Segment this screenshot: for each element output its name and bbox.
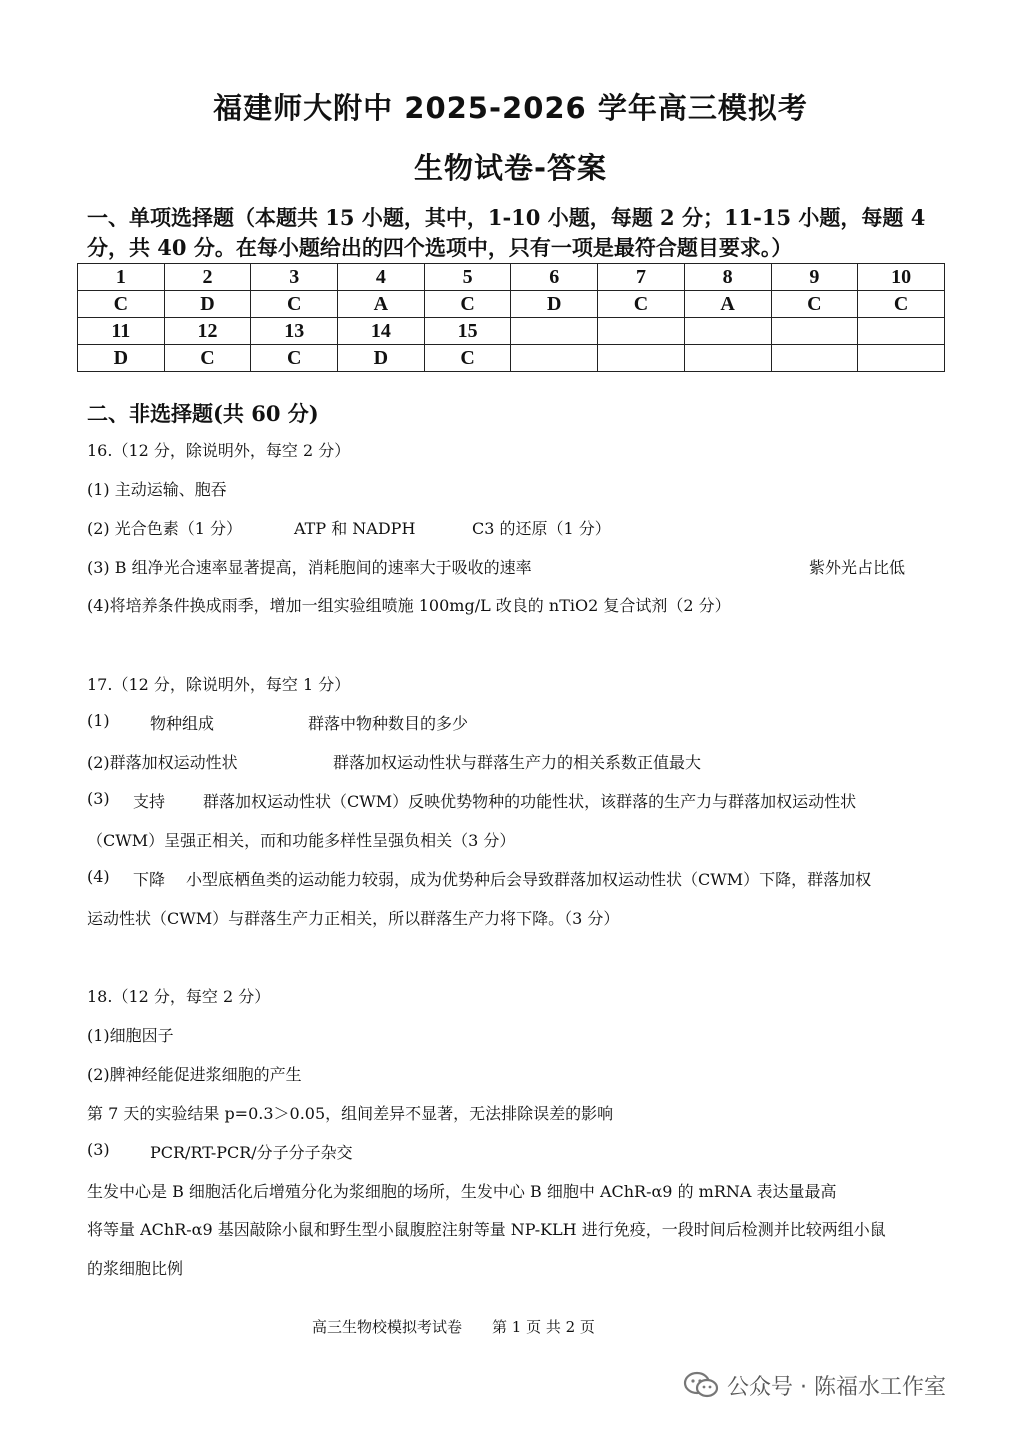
q16-answer-3 <box>87 555 906 578</box>
answer-cell: C <box>424 291 511 318</box>
question-number-cell: 8 <box>684 264 771 291</box>
answer-cell: D <box>164 291 251 318</box>
q18-answer-3-line3: 将等量 AChR-α9 基因敲除小鼠和野生型小鼠腹腔注射等量 NP-KLH 进行免疫，一段时间后检测并比较两组小鼠 <box>87 1220 886 1239</box>
q17-answer-3-num: (3) <box>87 789 110 808</box>
answer-row <box>78 291 945 318</box>
question-number-cell <box>858 318 945 345</box>
q16-answer-2 <box>87 516 611 539</box>
q17-answer-1-part2: 群落中物种数目的多少 <box>308 714 469 733</box>
section2-heading: 二、非选择题(共 60 分) <box>87 401 319 426</box>
question-number-cell: 11 <box>78 318 165 345</box>
q16-answer-3-part2: 紫外光占比低 <box>809 558 906 577</box>
question-number-cell: 5 <box>424 264 511 291</box>
q17-answer-1-part1: 物种组成 <box>150 714 215 733</box>
q17-answer-4 <box>87 867 872 889</box>
q17-answer-4-part1: 下降 <box>133 870 166 889</box>
q16-answer-4: (4)将培养条件换成雨季，增加一组实验组喷施 100mg/L 改良的 nTiO2 复合试剂（2 分） <box>87 596 731 615</box>
question-number-cell: 6 <box>511 264 598 291</box>
answer-cell <box>684 345 771 372</box>
answer-row <box>78 345 945 372</box>
question-number-cell: 14 <box>338 318 425 345</box>
question-number-cell: 13 <box>251 318 338 345</box>
answer-cell: C <box>251 345 338 372</box>
q17-answer-4-cont: 运动性状（CWM）与群落生产力正相关，所以群落生产力将下降。（3 分） <box>87 909 620 928</box>
answer-cell <box>858 345 945 372</box>
q18-answer-2: (2)脾神经能促进浆细胞的产生 <box>87 1065 302 1084</box>
answer-cell <box>771 345 858 372</box>
answer-cell: C <box>771 291 858 318</box>
question-number-cell <box>598 318 685 345</box>
question-number-cell: 7 <box>598 264 685 291</box>
answer-cell: A <box>684 291 771 318</box>
q17-answer-2-part2: 群落加权运动性状与群落生产力的相关系数正值最大 <box>333 753 702 772</box>
answer-cell: A <box>338 291 425 318</box>
q17-answer-4-num: (4) <box>87 867 110 886</box>
question-number-cell: 1 <box>78 264 165 291</box>
answer-cell <box>511 345 598 372</box>
answer-cell: D <box>338 345 425 372</box>
answer-table <box>77 263 945 372</box>
answer-cell: D <box>511 291 598 318</box>
answer-cell: C <box>424 345 511 372</box>
q17-answer-4-part2: 小型底栖鱼类的运动能力较弱，成为优势种后会导致群落加权运动性状（CWM）下降，群落加权 <box>186 870 872 889</box>
question-number-cell <box>511 318 598 345</box>
q16-header: 16.（12 分，除说明外，每空 2 分） <box>87 441 351 460</box>
q18-answer-3 <box>87 1140 353 1162</box>
q18-answer-2-cont: 第 7 天的实验结果 p=0.3＞0.05，组间差异不显著，无法排除误差的影响 <box>87 1104 614 1123</box>
q16-answer-3-part1: (3) B 组净光合速率显著提高，消耗胞间的速率大于吸收的速率 <box>87 558 532 577</box>
page-subtitle: 生物试卷-答案 <box>413 151 608 185</box>
q16-answer-1: (1) 主动运输、胞吞 <box>87 480 227 499</box>
q18-header: 18.（12 分，每空 2 分） <box>87 987 271 1006</box>
wechat-icon <box>683 1371 719 1399</box>
question-number-cell: 4 <box>338 264 425 291</box>
question-number-cell: 9 <box>771 264 858 291</box>
question-number-cell <box>684 318 771 345</box>
q18-answer-3-line2: 生发中心是 B 细胞活化后增殖分化为浆细胞的场所，生发中心 B 细胞中 AChR-α9 的 mRNA 表达量最高 <box>87 1182 837 1201</box>
q17-answer-3-part1: 支持 <box>133 792 166 811</box>
answer-cell: C <box>598 291 685 318</box>
q17-header: 17.（12 分，除说明外，每空 1 分） <box>87 675 351 694</box>
page-title: 福建师大附中 2025-2026 学年高三模拟考 <box>213 91 808 125</box>
q18-answer-3-num: (3) <box>87 1140 110 1159</box>
answer-cell <box>598 345 685 372</box>
question-number-cell: 10 <box>858 264 945 291</box>
page-footer: 高三生物校模拟考试卷 第 1 页 共 2 页 <box>312 1318 595 1336</box>
answer-cell: C <box>78 291 165 318</box>
watermark-text: 公众号 · 陈福水工作室 <box>727 1374 946 1400</box>
question-number-cell <box>771 318 858 345</box>
answer-cell: D <box>78 345 165 372</box>
q17-answer-3 <box>87 789 857 811</box>
answer-cell: C <box>251 291 338 318</box>
q18-answer-3-line4: 的浆细胞比例 <box>87 1259 184 1278</box>
q17-answer-1 <box>87 711 469 733</box>
q16-answer-2-part3: C3 的还原（1 分） <box>472 519 611 538</box>
section1-heading: 一、单项选择题（本题共 15 小题，其中，1-10 小题，每题 2 分；11-15 小题，每题 4 分，共 40 分。在每小题给出的四个选项中，只有一项是最符合题目要求。） <box>87 205 926 260</box>
q16-answer-2-part2: ATP 和 NADPH <box>294 519 416 538</box>
question-number-cell: 2 <box>164 264 251 291</box>
q17-answer-1-num: (1) <box>87 711 110 730</box>
q17-answer-3-cont: （CWM）呈强正相关，而和功能多样性呈强负相关（3 分） <box>87 831 516 850</box>
question-number-row <box>78 318 945 345</box>
q18-answer-1: (1)细胞因子 <box>87 1026 174 1045</box>
q16-answer-2-part1: (2) 光合色素（1 分） <box>87 519 243 538</box>
question-number-cell: 15 <box>424 318 511 345</box>
q17-answer-3-part2: 群落加权运动性状（CWM）反映优势物种的功能性状，该群落的生产力与群落加权运动性状 <box>203 792 857 811</box>
q17-answer-2-part1: (2)群落加权运动性状 <box>87 753 238 772</box>
watermark <box>683 1368 946 1402</box>
q18-answer-3-part1: PCR/RT-PCR/分子分子杂交 <box>150 1143 353 1162</box>
question-number-cell: 12 <box>164 318 251 345</box>
question-number-cell: 3 <box>251 264 338 291</box>
answer-cell: C <box>164 345 251 372</box>
question-number-row <box>78 264 945 291</box>
answer-cell: C <box>858 291 945 318</box>
q17-answer-2 <box>87 750 702 773</box>
